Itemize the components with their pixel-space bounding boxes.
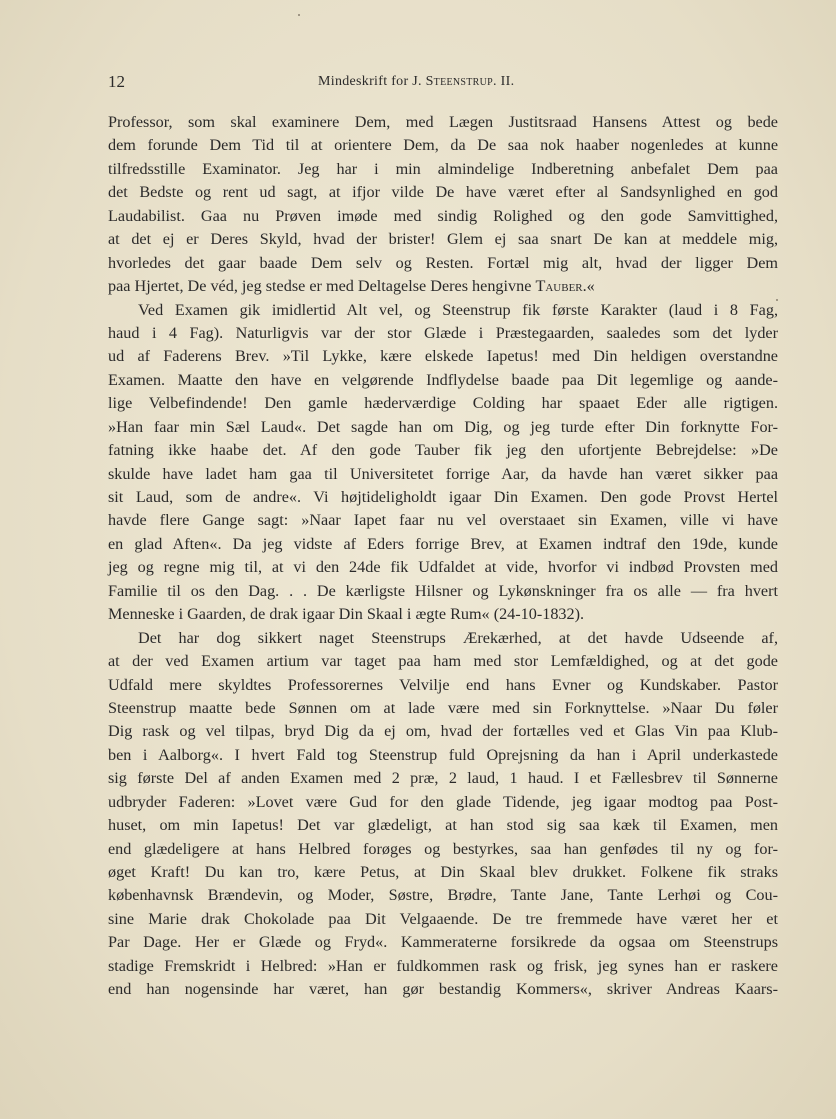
text-line: Det har dog sikkert naget Steenstrups Ærekærhed, at det havde Udseende af, — [138, 628, 778, 647]
text-line: huset, om min Iapetus! Det var glædeligt, at han stod sig saa kæk til Examen, men — [108, 816, 778, 835]
text-line: fatning ikke haabe det. Af den gode Tauber fik jeg den ufortjente Bebrejdelse: »De — [108, 441, 778, 460]
text-line: stadige Fremskridt i Helbred: »Han er fuldkommen rask og frisk, jeg synes han er raskere — [108, 956, 778, 975]
text-line: københavnsk Brændevin, og Moder, Søstre, Brødre, Tante Jane, Tante Lerhøi og Cou- — [108, 886, 778, 905]
text-line: sit Laud, som de andre«. Vi højtideligholdt igaar Din Examen. Den gode Provst Hertel — [108, 488, 778, 506]
text-line: udbryder Faderen: »Lovet være Gud for den glade Tidende, jeg igaar modtog paa Post- — [108, 792, 778, 811]
text-line: at det ej er Deres Skyld, hvad der brister! Glem ej saa snart De kan at meddele mig, — [108, 230, 778, 249]
running-head-prefix: Mindeskrift for J. — [318, 74, 426, 89]
text-line: sine Marie drak Chokolade paa Dit Velgaaende. De tre fremmede have været her et — [108, 909, 778, 928]
text-line: Familie til os den Dag. . . De kærligste Hilsner og Lykønskninger fra os alle — fra hvert — [108, 581, 778, 600]
text-line: Examen. Maatte den have en velgørende Indflydelse baade paa Dit legemlige og aande- — [108, 370, 778, 389]
paper-speck — [298, 14, 300, 16]
text-line: sig første Del af anden Examen med 2 præ, 2 laud, 1 haud. I et Fællesbrev til Sønnerne — [108, 769, 778, 788]
text-line: at der ved Examen artium var taget paa ham med stor Lemfældighed, og at det gode — [108, 652, 778, 671]
text-line: ud af Faderens Brev. »Til Lykke, kære elskede Iapetus! med Din heldigen overstandne — [108, 347, 778, 366]
text-line: Steenstrup maatte bede Sønnen om at lade være med sin Forknyttelse. »Naar Du føler — [108, 698, 778, 717]
text-line: skulde have ladet ham gaa til Universitetet forrige Aar, da havde han været sikker paa — [108, 464, 778, 483]
text-line: paa Hjertet, De véd, jeg stedse er med Deltagelse Deres hengivne Tauber.« — [108, 277, 595, 296]
text-line: lige Velbefindende! Den gamle hæderværdige Colding har spaaet Eder alle rigtigen. — [108, 394, 778, 413]
text-line: havde flere Gange sagt: »Naar Iapet faar nu vel overstaaet sin Examen, ville vi have — [108, 511, 778, 530]
text-line: end han nogensinde har været, han gør bestandig Kommers«, skriver Andreas Kaars- — [108, 980, 778, 999]
text-line: end glædeligere at hans Helbred forøges og bestyrkes, saa han genfødes til ny og for- — [108, 839, 778, 858]
text-line: Dig rask og vel tilpas, bryd Dig da ej om, hvad der fortælles ved et Glas Vin paa Klub- — [108, 722, 778, 741]
text-line: »Han faar min Sæl Laud«. Det sagde han om Dig, og jeg turde efter Din forknytte For- — [108, 417, 778, 436]
text-line: haud i 4 Fag). Naturligvis var der stor Glæde i Præstegaarden, saaledes som det lyder — [108, 323, 778, 342]
text-line: tilfredsstille Examinator. Jeg har i min almindelige Indberetning anbefalet Dem paa — [108, 159, 778, 178]
running-head — [318, 74, 514, 90]
text-line: Par Dage. Her er Glæde og Fryd«. Kammeraterne forsikrede da ogsaa om Steenstrups — [108, 933, 778, 952]
text-line: Ved Examen gik imidlertid Alt vel, og Steenstrup fik første Karakter (laud i 8 Fag, — [138, 300, 778, 319]
text-line: Menneske i Gaarden, de drak igaar Din Skaal i ægte Rum« (24-10-1832). — [108, 605, 585, 624]
page-header — [108, 72, 778, 98]
paper-speck — [776, 299, 778, 301]
text-line: ben i Aalborg«. I hvert Fald tog Steenstrup fuld Oprejsning da han i April underkastede — [108, 745, 778, 764]
text-line: hvorledes det gaar baade Dem selv og Resten. Fortæl mig alt, hvad der ligger Dem — [108, 253, 778, 272]
text-line: øget Kraft! Du kan tro, kære Petus, at Din Skaal blev drukket. Folkene fik straks — [108, 863, 778, 881]
body-text — [108, 111, 778, 1002]
running-head-name: Steenstrup — [425, 74, 494, 89]
text-line: Professor, som skal examinere Dem, med Lægen Justitsraad Hansens Attest og bede — [108, 113, 778, 131]
text-line: jeg og regne mig til, at vi den 24de fik Udfaldet at vide, hvorfor vi indbød Provsten med — [108, 558, 778, 577]
text-line: Laudabilist. Gaa nu Prøven imøde med sindig Rolighed og den gode Samvittighed, — [108, 206, 778, 225]
text-line: en glad Aften«. Da jeg vidste af Eders forrige Brev, at Examen indtraf den 19de, kunde — [108, 534, 778, 553]
page-number: 12 — [108, 72, 125, 91]
text-line: dem forunde Dem Tid til at orientere Dem, da De saa nok haaber nogenledes at kunne — [108, 136, 778, 155]
text-line: det Bedste og rent ud sagt, at ifjor vilde De have været efter al Sandsynlighed en god — [108, 183, 778, 202]
text-line: Udfald mere skyldtes Professorernes Velvilje end hans Evner og Kundskaber. Pastor — [108, 675, 778, 694]
running-head-suffix: . II. — [493, 74, 515, 89]
signature-name: Tauber — [535, 277, 583, 296]
